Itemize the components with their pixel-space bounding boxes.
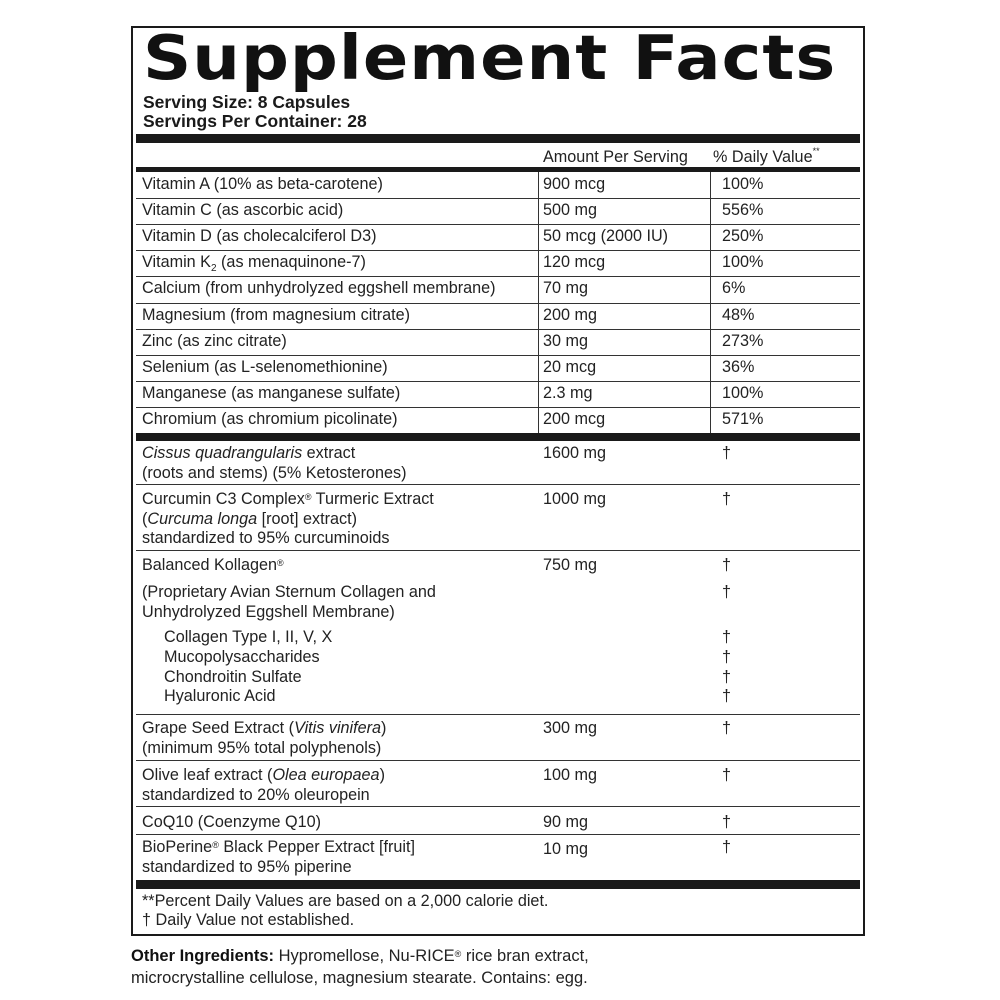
header-daily-value: % Daily Value** [713, 146, 820, 166]
kollagen-dv: † [722, 556, 732, 574]
nutrient-daily-value: 48% [722, 305, 755, 324]
cissus-name: Cissus quadrangularis extract (roots and stems) (5% Ketosterones) [142, 444, 407, 482]
curcumin-name: Curcumin C3 Complex® Turmeric Extract (Curcuma longa [root] extract) standardized to 95% curcuminoids [142, 490, 434, 547]
nutrient-amount: 70 mg [543, 279, 588, 298]
kollagen-sub-1-dv: † [722, 628, 732, 646]
kollagen-sub-4-dv: † [722, 687, 732, 705]
column-divider [538, 172, 539, 433]
grape-seed-dv: † [722, 719, 732, 737]
row-divider [136, 276, 860, 277]
thick-divider [136, 433, 860, 441]
curcumin-amount: 1000 mg [543, 490, 606, 508]
nutrient-daily-value: 571% [722, 409, 764, 428]
cissus-dv: † [722, 444, 732, 462]
olive-leaf-name: Olive leaf extract (Olea europaea) standardized to 20% oleuropein [142, 766, 385, 804]
serving-size: Serving Size: 8 Capsules [143, 92, 351, 112]
row-divider [136, 484, 860, 485]
nutrient-name: Manganese (as manganese sulfate) [142, 383, 401, 402]
nutrient-amount: 50 mcg (2000 IU) [543, 227, 669, 246]
grape-seed-name: Grape Seed Extract (Vitis vinifera) (minimum 95% total polyphenols) [142, 719, 387, 757]
nutrient-name: Chromium (as chromium picolinate) [142, 409, 398, 428]
row-divider [136, 806, 860, 807]
nutrient-name: Zinc (as zinc citrate) [142, 331, 287, 350]
panel-title: Supplement Facts [143, 22, 837, 94]
nutrient-name: Vitamin C (as ascorbic acid) [142, 201, 344, 220]
coq10-dv: † [722, 813, 732, 831]
nutrient-daily-value: 36% [722, 357, 755, 376]
curcumin-dv: † [722, 490, 732, 508]
kollagen-sub-2-dv: † [722, 648, 732, 666]
kollagen-sub-2: Mucopolysaccharides [164, 648, 320, 666]
kollagen-sub-3-dv: † [722, 668, 732, 686]
nutrient-amount: 500 mg [543, 201, 597, 220]
nutrient-name: Vitamin $K_2$ (as menaquinone-7) [142, 253, 366, 275]
row-divider [136, 381, 860, 382]
bioperine-name: BioPerine® Black Pepper Extract [fruit] standardized to 95% piperine [142, 838, 415, 876]
footnote-daily-value: **Percent Daily Values are based on a 2,000 calorie diet. [142, 892, 549, 910]
grape-seed-amount: 300 mg [543, 719, 597, 737]
row-divider [136, 407, 860, 408]
kollagen-description: (Proprietary Avian Sternum Collagen and Unhydrolyzed Eggshell Membrane) [142, 583, 436, 621]
header-amount: Amount Per Serving [543, 148, 688, 166]
servings-per-container: Servings Per Container: 28 [143, 111, 367, 131]
nutrient-amount: 30 mg [543, 331, 588, 350]
bioperine-amount: 10 mg [543, 840, 588, 858]
olive-leaf-amount: 100 mg [543, 766, 597, 784]
kollagen-name: Balanced Kollagen® [142, 556, 284, 574]
row-divider [136, 250, 860, 251]
kollagen-sub-3: Chondroitin Sulfate [164, 668, 302, 686]
kollagen-sub-1: Collagen Type I, II, V, X [164, 628, 333, 646]
row-divider [136, 834, 860, 835]
row-divider [136, 224, 860, 225]
row-divider [136, 550, 860, 551]
row-divider [136, 198, 860, 199]
nutrient-name: Vitamin A (10% as beta-carotene) [142, 175, 383, 193]
cissus-amount: 1600 mg [543, 444, 606, 462]
nutrient-daily-value: 250% [722, 227, 764, 246]
nutrient-name: Calcium (from unhydrolyzed eggshell membrane) [142, 279, 496, 298]
olive-leaf-dv: † [722, 766, 732, 784]
kollagen-amount: 750 mg [543, 556, 597, 574]
nutrient-amount: 200 mg [543, 305, 597, 324]
nutrient-daily-value: 100% [722, 253, 764, 272]
coq10-name: CoQ10 (Coenzyme Q10) [142, 813, 322, 831]
nutrient-amount: 200 mcg [543, 409, 606, 428]
thick-divider [136, 880, 860, 889]
coq10-amount: 90 mg [543, 813, 588, 831]
nutrient-daily-value: 100% [722, 175, 764, 193]
thick-divider [136, 134, 860, 143]
nutrient-amount: 120 mcg [543, 253, 606, 272]
nutrient-daily-value: 273% [722, 331, 764, 350]
nutrient-name: Vitamin D (as cholecalciferol D3) [142, 227, 377, 246]
bioperine-dv: † [722, 838, 732, 856]
nutrient-daily-value: 6% [722, 279, 746, 298]
nutrient-amount: 900 mcg [543, 175, 606, 193]
footnote-not-established: † Daily Value not established. [142, 911, 355, 929]
row-divider [136, 714, 860, 715]
row-divider [136, 760, 860, 761]
column-divider [710, 172, 711, 433]
nutrient-daily-value: 100% [722, 383, 764, 402]
nutrient-amount: 20 mcg [543, 357, 597, 376]
kollagen-description-dv: † [722, 583, 732, 601]
row-divider [136, 329, 860, 330]
kollagen-sub-4: Hyaluronic Acid [164, 687, 276, 705]
row-divider [136, 355, 860, 356]
nutrient-name: Selenium (as L-selenomethionine) [142, 357, 388, 376]
supplement-facts-panel [131, 22, 865, 936]
nutrient-name: Magnesium (from magnesium citrate) [142, 305, 411, 324]
row-divider [136, 303, 860, 304]
nutrient-daily-value: 556% [722, 201, 764, 220]
nutrient-amount: 2.3 mg [543, 383, 593, 402]
other-ingredients: Other Ingredients: Hypromellose, Nu-RICE® rice bran extract, microcrystalline cellulose, magnesium stearate. Contains: egg. [131, 947, 589, 987]
header-divider [136, 167, 860, 172]
